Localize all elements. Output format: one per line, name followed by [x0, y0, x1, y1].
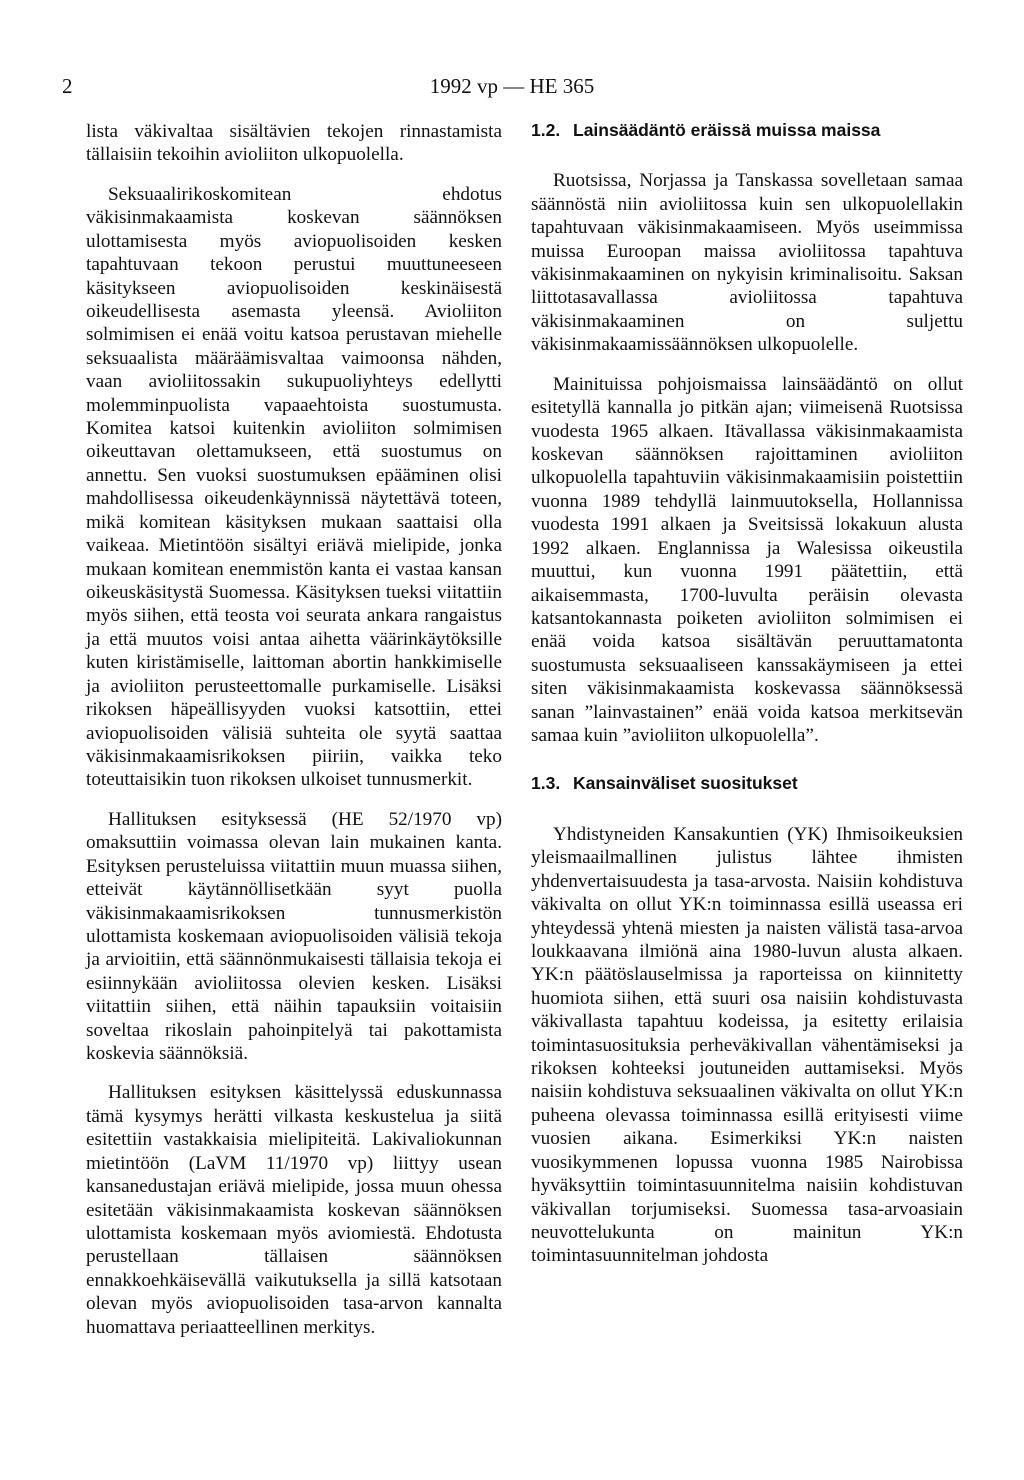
section-number: 1.3.	[531, 773, 561, 794]
page-number: 2	[62, 74, 73, 98]
right-column	[531, 120, 963, 1284]
paragraph: Hallituksen esityksen käsittelyssä eduskunnassa tämä kysymys herätti vilkasta keskustelua ja siitä esitettiin vastakkaisia mielipiteitä. Lakivaliokunnan mietintöön (LaVM 11/1970 vp) liittyy usean kansanedustajan eriävä mielipide, jossa muun ohessa esitetään väkisinmakaamista koskevan säännöksen ulottamista koskemaan myös aviomiestä. Ehdotusta perustellaan tällaisen säännöksen ennakkoehkäisevällä vaikutuksella ja sillä katsotaan olevan myös aviopuolisoiden tasa-arvon kannalta huomattava periaatteellinen merkitys.	[86, 1082, 502, 1338]
section-title: Lainsäädäntö eräissä muissa maissa	[573, 120, 881, 140]
section-heading-1-3	[531, 773, 963, 794]
paragraph: Seksuaalirikoskomitean ehdotus väkisinmakaamista koskevan säännöksen ulottamisesta myös aviopuolisoiden kesken tapahtuvaan tekoon perustui muuttuneeseen käsitykseen aviopuolisoiden keskinäisestä oikeudellisesta asemasta yleensä. Avioliiton solmimisen ei enää voitu katsoa perustavan miehelle seksuaalista määräämisvaltaa vaimoonsa nähden, vaan avioliitossakin sukupuoliyhteys edellytti molemminpuolista vapaaehtoista suostumusta. Komitea katsoi kuitenkin avioliiton solmimisen oikeuttavan olettamukseen, että suostumus on annettu. Sen vuoksi suostumuksen epääminen olisi mahdollisessa oikeudenkäynnissä näytettävä toteen, mikä komitean käsityksen mukaan saattaisi olla vaikeaa. Mietintöön sisältyi eriävä mielipide, jonka mukaan komitean enemmistön kanta ei vastaa kansan oikeuskäsitystä Suomessa. Käsityksen tueksi viitattiin myös siihen, että teosta voi seurata ankara rangaistus ja että muutos voisi antaa aihetta väärinkäytöksille kuten kiristämiselle, laittoman abortin hankkimiselle ja avioliiton perusteettomalle purkamiselle. Lisäksi rikoksen häpeällisyyden vuoksi katsottiin, ettei aviopuolisoiden välisiä suhteita ole syytä saattaa väkisinmakaamisrikoksen piiriin, vaikka teko toteuttaisikin tuon rikoksen ulkoiset tunnusmerkit.	[86, 183, 502, 791]
paragraph: Yhdistyneiden Kansakuntien (YK) Ihmisoikeuksien yleismaailmallinen julistus lähtee ihmisten yhdenvertaisuudesta ja tasa-arvosta. Naisiin kohdistuva väkivalta on ollut YK:n toiminnassa esillä useassa eri yhteydessä yhtenä miesten ja naisten välistä tasa-arvoa loukkaavana ilmiönä aina 1980-luvun alusta alkaen. YK:n päätöslauselmissa ja raporteissa on kiinnitetty huomiota siihen, että suuri osa naisiin kohdistuvasta väkivallasta tapahtuu kodeissa, ja esitetty erilaisia toimintasuosituksia perheväkivallan vähentämiseksi ja rikoksen kohteeksi joutuneiden auttamiseksi. Myös naisiin kohdistuva seksuaalinen väkivalta on ollut YK:n puheena olevassa toiminnassa esillä erityisesti viime vuosien aikana. Esimerkiksi YK:n naisten vuosikymmenen lopussa vuonna 1985 Nairobissa hyväksyttiin toimintasuunnitelma naisiin kohdistuvan väkivallan torjumiseksi. Suomessa tasa-arvoasiain neuvottelukunta on mainitun YK:n toimintasuunnitelman johdosta	[531, 823, 963, 1267]
running-header: 1992 vp — HE 365	[429, 74, 595, 98]
paragraph: Ruotsissa, Norjassa ja Tanskassa sovelletaan samaa säännöstä niin avioliitossa kuin sen ulkopuolellakin tapahtuvaan väkisinmakaamiseen. Myös useimmissa muissa Euroopan maissa avioliitossa tapahtuva väkisinmakaaminen on nykyisin kriminalisoitu. Saksan liittotasavallassa avioliitossa tapahtuva väkisinmakaaminen on suljettu väkisinmakaamissäännöksen ulkopuolelle.	[531, 170, 963, 356]
section-number: 1.2.	[531, 120, 561, 140]
left-column	[86, 120, 502, 1355]
section-title: Kansainväliset suositukset	[573, 773, 798, 794]
paragraph: Hallituksen esityksessä (HE 52/1970 vp) omaksuttiin voimassa olevan lain mukainen kanta. Esityksen perusteluissa viitattiin muun muassa siihen, etteivät käytännöllisetkään syyt puolla väkisinmakaamisrikoksen tunnusmerkistön ulottamista koskemaan aviopuolisoiden välisiä tekoja ja arvioitiin, että säännönmukaisesti tällaisia tekoja ei esiinnykään avioliitossa olevien kesken. Lisäksi viitattiin siihen, että näihin tapauksiin voitaisiin soveltaa rikoslain pahoinpitelyä tai pakottamista koskevia säännöksiä.	[86, 808, 502, 1065]
paragraph: lista väkivaltaa sisältävien tekojen rinnastamista tällaisiin tekoihin avioliiton ulkopuolella.	[86, 121, 502, 166]
paragraph: Mainituissa pohjoismaissa lainsäädäntö on ollut esitetyllä kannalla jo pitkän ajan; viimeisenä Ruotsissa vuodesta 1965 alkaen. Itävallassa väkisinmakaamista koskevan säännöksen rajoittaminen avioliiton ulkopuolella tapahtuviin väkisinmakaamisiin poistettiin vuonna 1989 tehdyllä lainmuutoksella, Hollannissa vuodesta 1991 alkaen ja Sveitsissä lokakuun alusta 1992 alkaen. Englannissa ja Walesissa oikeustila muuttui, kun vuonna 1991 päätettiin, että aikaisemmasta, 1700-luvulta peräisin olevasta katsantokannasta poiketen avioliiton solmimisen ei enää voida katsoa sisältävän peruuttamatonta suostumusta seksuaaliseen kanssakäymiseen ja ettei siten väkisinmakaamista koskevassa säännöksessä sanan ”lainvastainen” enää voida katsoa merkitsevän samaa kuin ”avioliiton ulkopuolella”.	[531, 373, 963, 747]
section-heading-1-2	[531, 120, 963, 141]
